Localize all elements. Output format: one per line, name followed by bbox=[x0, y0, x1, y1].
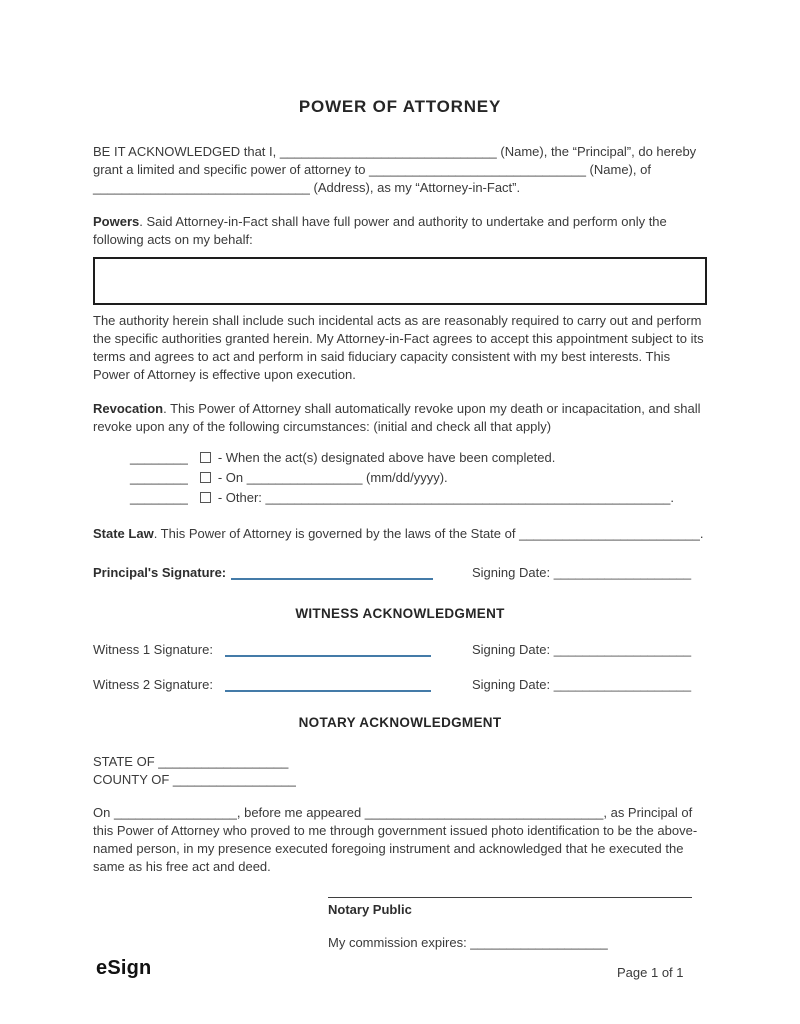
powers-text: . Said Attorney-in-Fact shall have full power and authority to undertake and perform only the following acts on my behalf: bbox=[93, 214, 667, 247]
signing-date-field[interactable]: ___________________ bbox=[553, 642, 692, 657]
revocation-option-row-on-date bbox=[130, 468, 707, 488]
signing-date-label: Signing Date: bbox=[472, 677, 551, 692]
county-of-line: COUNTY OF _________________ bbox=[93, 771, 296, 787]
initials-field[interactable]: ________ bbox=[130, 450, 188, 465]
revocation-options bbox=[93, 448, 707, 508]
option-label: - On ________________ (mm/dd/yyyy). bbox=[217, 470, 448, 485]
witness1-signing-date bbox=[472, 641, 691, 659]
principal-signing-date bbox=[472, 564, 691, 582]
initials-field[interactable]: ________ bbox=[130, 470, 188, 485]
revocation-label: Revocation bbox=[93, 401, 164, 416]
principal-signature-row bbox=[93, 564, 707, 583]
authority-paragraph: The authority herein shall include such incidental acts as are reasonably required to carry out and perform the specific authorities granted herein. My Attorney-in-Fact agrees to accept this appointment subject to its terms and agrees to act and perform in said fiduciary capacity consistent with my best interests. This Power of Attorney is effective upon execution. bbox=[93, 313, 704, 382]
checkbox-icon[interactable] bbox=[200, 472, 211, 483]
state-of-line: STATE OF __________________ bbox=[93, 754, 289, 769]
state-law-paragraph bbox=[93, 525, 707, 543]
page-title: POWER OF ATTORNEY bbox=[298, 97, 502, 116]
witness1-signature-row bbox=[93, 641, 707, 660]
witness2-signature-row bbox=[93, 676, 707, 695]
state-law-text: . This Power of Attorney is governed by the laws of the State of _________________________. bbox=[153, 526, 704, 541]
checkbox-icon[interactable] bbox=[200, 452, 211, 463]
signing-date-field[interactable]: ___________________ bbox=[553, 565, 692, 580]
esign-logo: eSign bbox=[96, 957, 152, 979]
signing-date-label: Signing Date: bbox=[472, 642, 551, 657]
principal-signature-field[interactable] bbox=[231, 578, 433, 580]
powers-paragraph bbox=[93, 213, 707, 249]
checkbox-icon[interactable] bbox=[200, 492, 211, 503]
option-label: - Other: ________________________________________________________. bbox=[217, 490, 675, 505]
witness1-signature-field[interactable] bbox=[225, 655, 431, 657]
document-content bbox=[93, 0, 707, 952]
powers-label: Powers bbox=[93, 214, 140, 229]
notary-public-label: Notary Public bbox=[328, 902, 412, 917]
principal-signature-label: Principal's Signature: bbox=[93, 565, 227, 580]
witness2-signature-label: Witness 2 Signature: bbox=[93, 677, 213, 692]
revocation-option-row-other bbox=[130, 488, 707, 508]
option-label: - When the act(s) designated above have been completed. bbox=[217, 450, 556, 465]
revocation-text: . This Power of Attorney shall automatically revoke upon my death or incapacitation, and shall revoke upon any of the following circumstances: (initial and check all that apply) bbox=[93, 401, 701, 434]
intro-paragraph: BE IT ACKNOWLEDGED that I, ______________________________ (Name), the “Principal”, do hereby grant a limited and specific power of attorney to ______________________________ (Name), of ______________________________ (Address), as my “Attorney-in-Fact”. bbox=[93, 144, 697, 195]
powers-textarea[interactable] bbox=[93, 257, 707, 305]
notary-paragraph: On _________________, before me appeared _________________________________, as Principal of this Power of Attorney who proved to me through government issued photo identification to be the above-named person, in my presence executed foregoing instrument and acknowledged that he executed the same as his free act and deed. bbox=[93, 805, 698, 874]
page-number: Page 1 of 1 bbox=[617, 965, 684, 980]
witness2-signature-field[interactable] bbox=[225, 690, 431, 692]
revocation-option-row-completed bbox=[130, 448, 707, 468]
revocation-paragraph bbox=[93, 400, 707, 436]
notary-acknowledgment-heading: NOTARY ACKNOWLEDGMENT bbox=[298, 715, 502, 730]
signing-date-label: Signing Date: bbox=[472, 565, 551, 580]
witness2-signing-date bbox=[472, 676, 691, 694]
notary-signature-block bbox=[328, 897, 707, 918]
state-law-label: State Law bbox=[93, 526, 154, 541]
commission-expires-line: My commission expires: ___________________ bbox=[328, 935, 608, 950]
notary-venue bbox=[93, 753, 707, 788]
signing-date-field[interactable]: ___________________ bbox=[553, 677, 692, 692]
witness1-signature-label: Witness 1 Signature: bbox=[93, 642, 213, 657]
notary-signature-line[interactable] bbox=[328, 897, 692, 898]
initials-field[interactable]: ________ bbox=[130, 490, 188, 505]
witness-acknowledgment-heading: WITNESS ACKNOWLEDGMENT bbox=[295, 606, 505, 621]
